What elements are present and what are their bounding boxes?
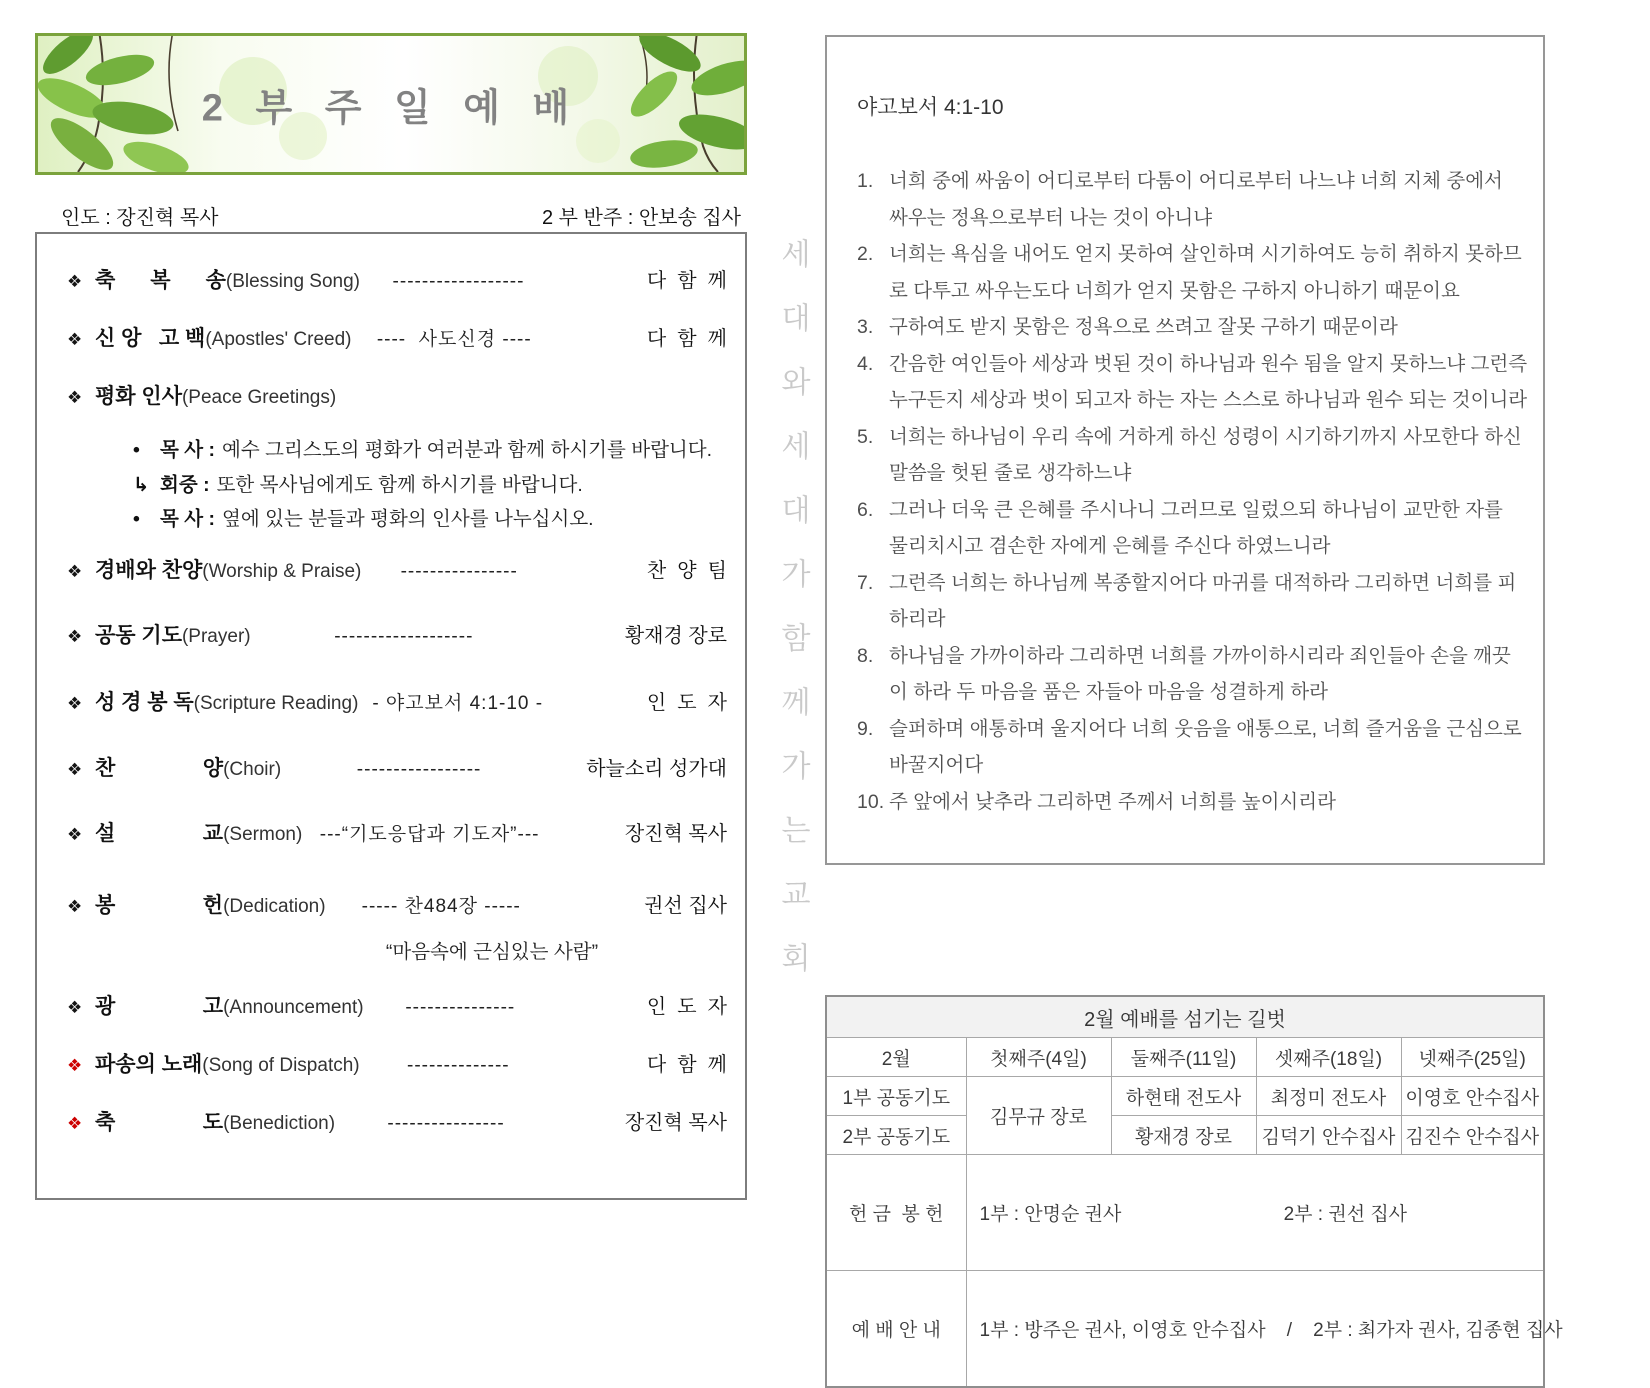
row-label: 2부 공동기도 — [826, 1116, 966, 1155]
page-title: 2 부 주 일 예 배 — [201, 87, 581, 130]
verse-4: 4. 간음한 여인들아 세상과 벗된 것이 하나님과 원수 됨을 알지 못하느냐 그런즉 누구든지 세상과 벗이 되고자 하는 자는 스스로 하나님과 원수 되는 것이니라 — [857, 346, 1517, 419]
diamond-bullet-icon: ❖ — [67, 562, 83, 581]
col-header: 둘째주(11일) — [1111, 1038, 1256, 1077]
table-title: 2월 예배를 섬기는 길벗 — [826, 996, 1544, 1038]
cell: 하현태 전도사 — [1111, 1077, 1256, 1116]
accompanist: 2 부 반주 : 안보송 집사 — [541, 207, 741, 229]
order-item-announcement — [67, 990, 727, 1020]
diamond-bullet-icon: ❖ — [67, 1056, 83, 1075]
item-person: 다 함 께 — [646, 270, 727, 292]
speaker-text: 예수 그리스도의 평화가 여러분과 함께 하시기를 바랍니다. — [222, 439, 713, 461]
diamond-bullet-icon: ❖ — [67, 388, 83, 407]
order-item-dedication — [67, 889, 727, 919]
order-of-worship-box — [35, 232, 747, 1200]
item-title: 봉 헌 — [95, 894, 224, 917]
verse-number: 3. — [857, 316, 874, 338]
verse-number: 8. — [857, 644, 874, 667]
item-person: 장진혁 목사 — [624, 1112, 727, 1134]
item-title: 축 복 송 — [95, 269, 226, 292]
item-title: 설 교 — [95, 822, 224, 845]
dedication-hymn-title: “마음속에 근심있는 사람” — [385, 941, 599, 963]
merged-cell: 김무규 장로 — [966, 1077, 1111, 1155]
item-subtitle: (Apostles' Creed) — [205, 329, 352, 350]
item-title: 성 경 봉 독 — [95, 691, 194, 714]
order-item-choir — [67, 752, 727, 782]
item-person: 황재경 장로 — [624, 625, 727, 647]
item-detail: ---- 사도신경 ---- — [376, 329, 532, 350]
leaders-line — [35, 201, 747, 230]
table-title-row — [826, 996, 1544, 1038]
diamond-bullet-icon: ❖ — [67, 1114, 83, 1133]
offering-cell — [966, 1155, 1544, 1271]
item-subtitle: (Prayer) — [181, 626, 251, 647]
banner — [35, 33, 747, 175]
item-detail: ---“기도응답과 기도자”--- — [319, 824, 540, 845]
speaker-text: 옆에 있는 분들과 평화의 인사를 나누십시오. — [222, 508, 594, 530]
vertical-motto: 세대와세대가함께가는교회 — [776, 238, 809, 1006]
diamond-bullet-icon: ❖ — [67, 825, 83, 844]
item-person: 인 도 자 — [646, 692, 727, 714]
verse-6: 6. 그러나 더욱 큰 은혜를 주시나니 그러므로 일렀으되 하나님이 교만한 자를 물리치시고 겸손한 자에게 은혜를 주신다 하였느니라 — [857, 492, 1517, 565]
guide-text: 1부 : 방주은 권사, 이영호 안수집사 / 2부 : 최가자 권사, 김종현 집사 — [979, 1320, 1563, 1341]
col-header: 넷째주(25일) — [1401, 1038, 1544, 1077]
peace-line-pastor-2 — [133, 503, 594, 531]
order-item-prayer — [67, 619, 727, 649]
diamond-bullet-icon: ❖ — [67, 627, 83, 646]
item-title: 파송의 노래 — [95, 1053, 203, 1076]
item-title: 경배와 찬양 — [95, 559, 203, 582]
verse-number: 1. — [857, 170, 874, 192]
speaker-label: 목 사 : — [160, 439, 216, 461]
cell: 김덕기 안수집사 — [1256, 1116, 1401, 1155]
dot-bullet-icon: • — [133, 508, 140, 530]
order-item-peace-greetings — [67, 380, 727, 410]
diamond-bullet-icon: ❖ — [67, 330, 83, 349]
item-detail: ---------------- — [400, 561, 518, 582]
item-title: 축 도 — [95, 1111, 224, 1134]
col-header: 2월 — [826, 1038, 966, 1077]
item-detail: ----- 찬484장 ----- — [361, 896, 521, 917]
verse-number: 5. — [857, 425, 874, 448]
row-label: 예 배 안 내 — [826, 1271, 966, 1388]
servants-table — [825, 995, 1563, 1388]
table-row-part2-prayer — [826, 1116, 1544, 1155]
table-row-guide — [826, 1271, 1544, 1388]
item-subtitle: (Peace Greetings) — [181, 387, 337, 408]
table-header-row — [826, 1038, 1544, 1077]
row-label: 헌 금 봉 헌 — [826, 1155, 966, 1271]
speaker-label: 목 사 : — [160, 508, 216, 530]
item-subtitle: (Worship & Praise) — [202, 561, 362, 582]
dot-bullet-icon: • — [133, 439, 140, 461]
row-label: 1부 공동기도 — [826, 1077, 966, 1116]
scripture-box — [825, 35, 1545, 865]
verse-2: 2. 너희는 욕심을 내어도 얻지 못하여 살인하며 시기하여도 능히 취하지 못하므 로 다투고 싸우는도다 너희가 얻지 못함은 구하지 아니하기 때문이요 — [857, 236, 1517, 309]
cell: 황재경 장로 — [1111, 1116, 1256, 1155]
item-subtitle: (Blessing Song) — [225, 271, 360, 292]
col-header: 셋째주(18일) — [1256, 1038, 1401, 1077]
table-row-part1-prayer — [826, 1077, 1544, 1116]
verse-5: 5. 너희는 하나님이 우리 속에 거하게 하신 성령이 시기하기까지 사모한다 하신 말씀을 헛된 줄로 생각하느냐 — [857, 419, 1517, 492]
arrow-bullet-icon: ↳ — [133, 474, 150, 496]
verse-number: 7. — [857, 571, 874, 594]
speaker-label: 회중 : — [160, 474, 210, 496]
offering-part2: 2부 : 권선 집사 — [1283, 1204, 1408, 1225]
item-title: 평화 인사 — [95, 385, 182, 408]
order-item-scripture-reading — [67, 686, 727, 716]
peace-line-congregation — [133, 469, 583, 497]
item-subtitle: (Scripture Reading) — [193, 693, 359, 714]
scripture-title: 야고보서 4:1-10 — [857, 96, 1004, 119]
order-item-benediction — [67, 1106, 727, 1136]
item-detail: -------------- — [407, 1055, 510, 1076]
verse-number: 2. — [857, 243, 874, 265]
offering-part1: 1부 : 안명순 권사 — [979, 1204, 1122, 1225]
item-subtitle: (Benediction) — [223, 1113, 336, 1134]
cell: 김진수 안수집사 — [1401, 1116, 1544, 1155]
item-person: 장진혁 목사 — [624, 823, 727, 845]
item-person: 하늘소리 성가대 — [586, 758, 727, 780]
verse-1: 1. 너희 중에 싸움이 어디로부터 다툼이 어디로부터 나느냐 너희 지체 중에서 싸우는 정욕으로부터 나는 것이 아니냐 — [857, 163, 1517, 236]
order-item-worship-praise — [67, 554, 727, 584]
item-detail: - 야고보서 4:1-10 - — [372, 693, 544, 714]
scripture-verses — [857, 163, 1528, 820]
item-subtitle: (Song of Dispatch) — [202, 1055, 360, 1076]
item-title: 광 고 — [95, 995, 224, 1018]
cell: 최정미 전도사 — [1256, 1077, 1401, 1116]
order-item-sermon — [67, 817, 727, 847]
item-person: 찬 양 팀 — [646, 560, 727, 582]
item-detail: --------------- — [405, 997, 516, 1018]
item-subtitle: (Choir) — [223, 759, 282, 780]
verse-3: 3. 구하여도 받지 못함은 정욕으로 쓰려고 잘못 구하기 때문이라 — [857, 309, 1517, 346]
item-title: 찬 양 — [95, 757, 224, 780]
order-item-song-of-dispatch — [67, 1048, 727, 1078]
item-title: 신 앙 고 백 — [95, 327, 206, 350]
diamond-bullet-icon: ❖ — [67, 272, 83, 291]
worship-leader: 인도 : 장진혁 목사 — [61, 207, 219, 229]
order-item-blessing-song — [67, 264, 727, 294]
item-detail: ----------------- — [356, 759, 482, 780]
verse-7: 7. 그런즉 너희는 하나님께 복종할지어다 마귀를 대적하라 그리하면 너희를 피 하리라 — [857, 565, 1517, 638]
verse-10: 10. 주 앞에서 낮추라 그리하면 주께서 너희를 높이시리라 — [857, 784, 1517, 821]
table-row-offering — [826, 1155, 1544, 1271]
cell: 이영호 안수집사 — [1401, 1077, 1544, 1116]
item-subtitle: (Sermon) — [223, 824, 303, 845]
guide-cell — [966, 1271, 1563, 1388]
diamond-bullet-icon: ❖ — [67, 998, 83, 1017]
item-detail: ------------------ — [392, 271, 525, 292]
item-person: 인 도 자 — [646, 996, 727, 1018]
speaker-text: 또한 목사님에게도 함께 하시기를 바랍니다. — [216, 474, 583, 496]
verse-8: 8. 하나님을 가까이하라 그리하면 너희를 가까이하시리라 죄인들아 손을 깨끗 이 하라 두 마음을 품은 자들아 마음을 성결하게 하라 — [857, 638, 1517, 711]
verse-number: 10. — [857, 790, 885, 813]
diamond-bullet-icon: ❖ — [67, 897, 83, 916]
verse-number: 9. — [857, 717, 874, 740]
item-subtitle: (Dedication) — [223, 896, 326, 917]
item-detail: ---------------- — [387, 1113, 505, 1134]
item-subtitle: (Announcement) — [223, 997, 364, 1018]
order-item-apostles-creed — [67, 322, 727, 352]
col-header: 첫째주(4일) — [966, 1038, 1111, 1077]
verse-number: 4. — [857, 352, 874, 375]
diamond-bullet-icon: ❖ — [67, 694, 83, 713]
item-person: 권선 집사 — [644, 895, 727, 917]
diamond-bullet-icon: ❖ — [67, 760, 83, 779]
item-person: 다 함 께 — [646, 1054, 727, 1076]
item-title: 공동 기도 — [95, 624, 182, 647]
item-person: 다 함 께 — [646, 328, 727, 350]
item-detail: ------------------- — [334, 626, 474, 647]
verse-number: 6. — [857, 498, 874, 521]
verse-9: 9. 슬퍼하며 애통하며 울지어다 너희 웃음을 애통으로, 너희 즐거움을 근심으로 바꿀지어다 — [857, 711, 1517, 784]
peace-line-pastor-1 — [133, 434, 712, 462]
